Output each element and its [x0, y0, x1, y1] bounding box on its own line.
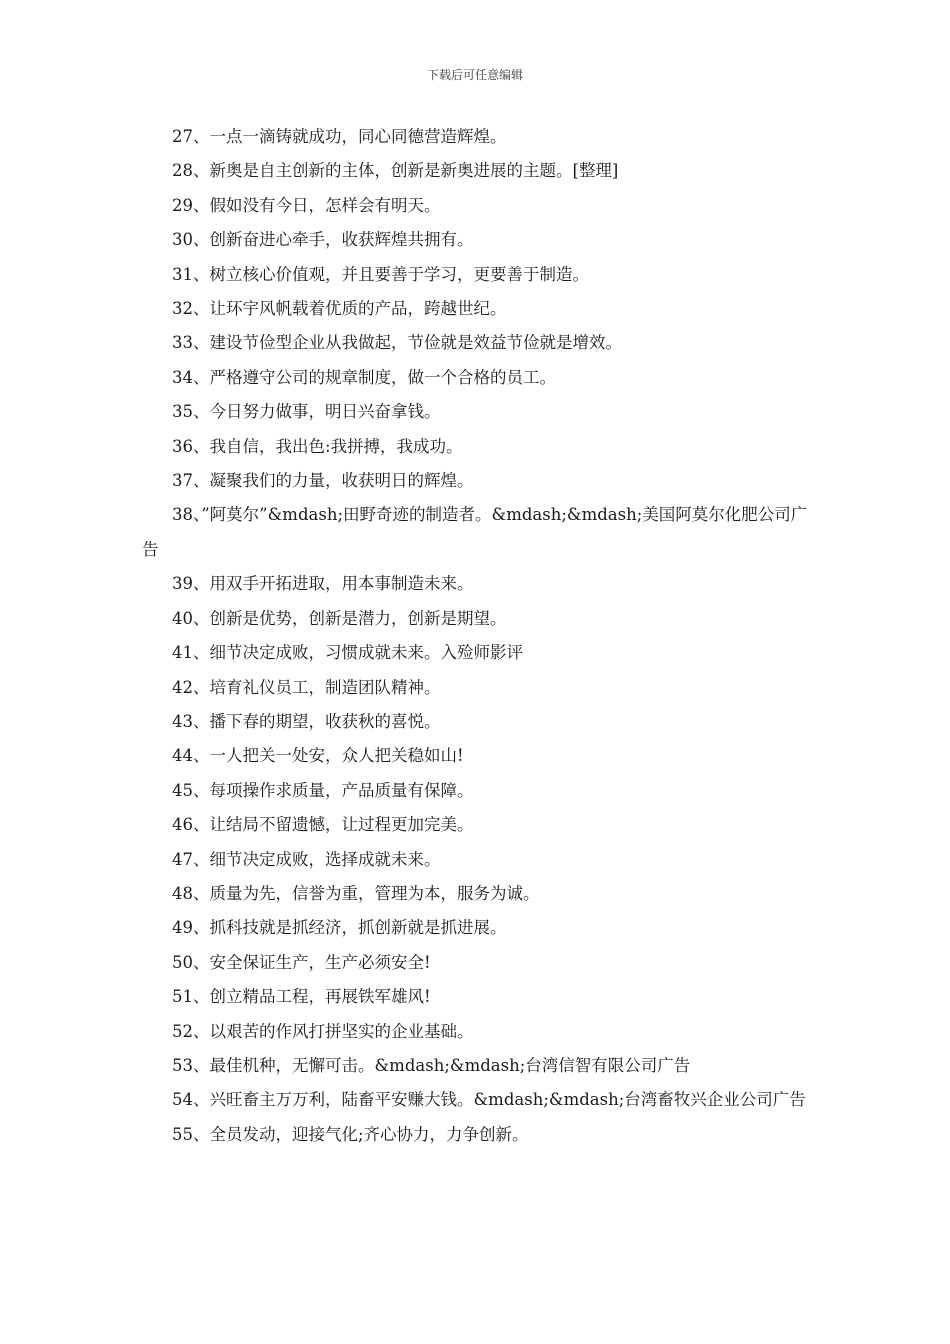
list-item: 46、让结局不留遗憾，让过程更加完美。	[172, 815, 474, 835]
list-item: 39、用双手开拓进取，用本事制造未来。	[172, 574, 474, 594]
list-item: 28、新奥是自主创新的主体，创新是新奥进展的主题。[整理]	[172, 161, 619, 181]
page-header: 下载后可任意编辑	[426, 68, 523, 82]
list-item: 34、严格遵守公司的规章制度，做一个合格的员工。	[172, 367, 556, 387]
list-item: 30、创新奋进心牵手，收获辉煌共拥有。	[172, 230, 474, 250]
list-item: 33、建设节俭型企业从我做起，节俭就是效益节俭就是增效。	[172, 333, 622, 353]
list-item: 38、”阿莫尔”&mdash;田野奇迹的制造者。&mdash;&mdash;美国阿莫尔化肥公司广告	[142, 505, 808, 559]
list-item: 32、让环宇风帆载着优质的产品，跨越世纪。	[172, 299, 507, 319]
list-item: 41、细节决定成败，习惯成就未来。入殓师影评	[172, 643, 523, 663]
list-item: 49、抓科技就是抓经济，抓创新就是抓进展。	[172, 918, 507, 938]
list-item: 53、最佳机种，无懈可击。&mdash;&mdash;台湾信智有限公司广告	[172, 1055, 691, 1075]
list-item: 54、兴旺畜主万万利，陆畜平安赚大钱。&mdash;&mdash;台湾畜牧兴企业公司广告	[172, 1090, 806, 1110]
list-item: 36、我自信，我出色:我拼搏，我成功。	[172, 436, 463, 456]
list-item: 48、质量为先，信誉为重，管理为本，服务为诚。	[172, 883, 540, 903]
list-item: 37、凝聚我们的力量，收获明日的辉煌。	[172, 471, 474, 491]
list-item: 27、一点一滴铸就成功，同心同德营造辉煌。	[172, 127, 507, 146]
list-item: 42、培育礼仪员工，制造团队精神。	[172, 677, 441, 697]
list-item: 51、创立精品工程，再展铁军雄风!	[172, 987, 431, 1007]
list-item: 52、以艰苦的作风打拼坚实的企业基础。	[172, 1021, 474, 1041]
list-item: 44、一人把关一处安，众人把关稳如山!	[172, 746, 464, 766]
list-item: 35、今日努力做事，明日兴奋拿钱。	[172, 402, 441, 422]
list-item: 55、全员发动，迎接气化;齐心协力，力争创新。	[172, 1124, 529, 1144]
list-item: 31、树立核心价值观，并且要善于学习，更要善于制造。	[172, 264, 589, 284]
list-item: 50、安全保证生产，生产必须安全!	[172, 952, 431, 972]
list-item: 43、播下春的期望，收获秋的喜悦。	[172, 711, 441, 731]
document-body	[142, 120, 810, 1152]
list-item: 45、每项操作求质量，产品质量有保障。	[172, 780, 474, 800]
list-item: 29、假如没有今日，怎样会有明天。	[172, 195, 441, 215]
list-item: 40、创新是优势，创新是潜力，创新是期望。	[172, 608, 507, 628]
list-item: 47、细节决定成败，选择成就未来。	[172, 849, 441, 869]
